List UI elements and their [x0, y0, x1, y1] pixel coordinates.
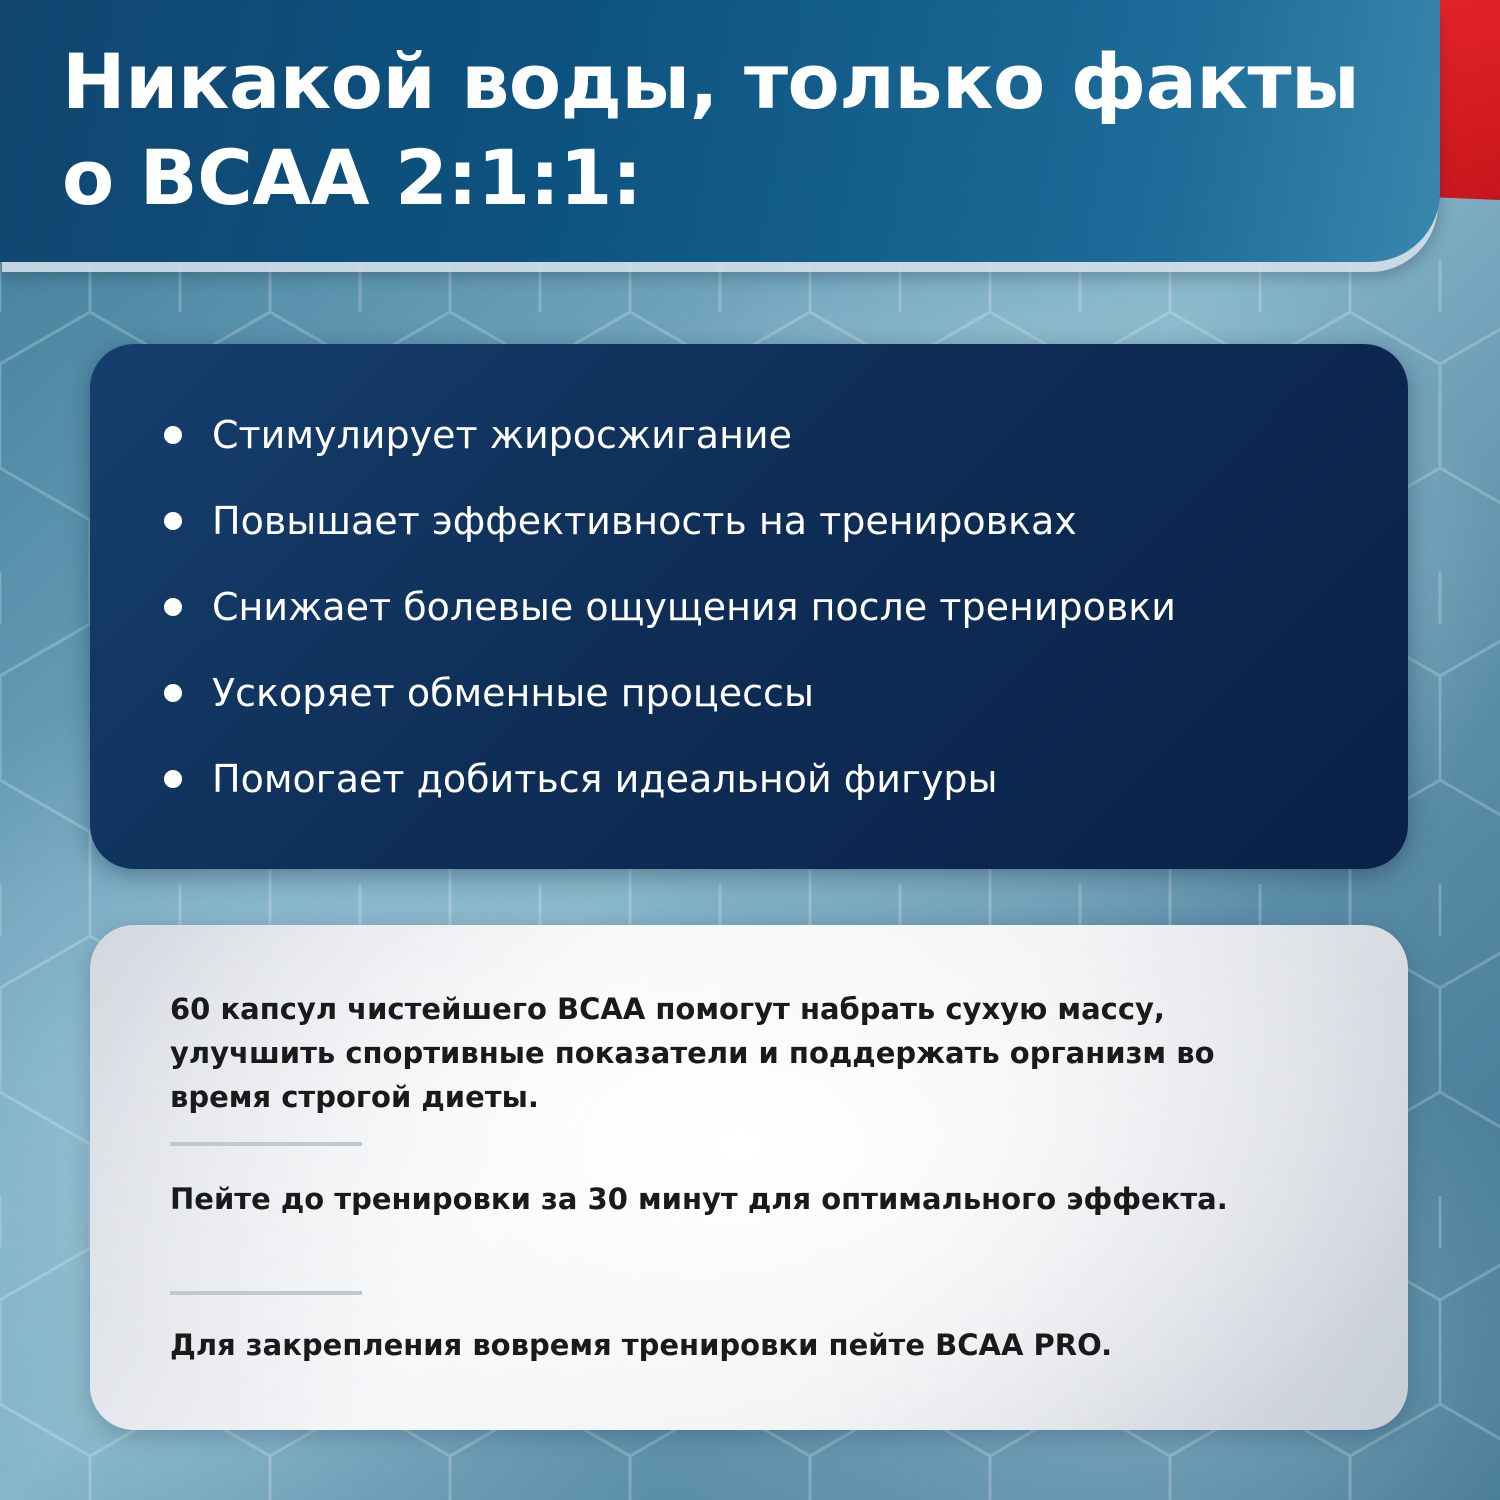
- fact-text: Снижает болевые ощущения после тренировки: [212, 585, 1176, 629]
- bullet-icon: [164, 770, 182, 788]
- bullet-icon: [164, 684, 182, 702]
- fact-text: Помогает добиться идеальной фигуры: [212, 757, 998, 801]
- facts-list: [164, 392, 1384, 822]
- fact-item: [164, 736, 1384, 822]
- bullet-icon: [164, 426, 182, 444]
- info-paragraph-usage: Пейте до тренировки за 30 минут для оптимального эффекта.: [170, 1182, 1228, 1216]
- page-title: Никакой воды, только факты о BCAA 2:1:1:: [62, 37, 1360, 222]
- fact-item: [164, 478, 1384, 564]
- fact-item: [164, 392, 1384, 478]
- bullet-icon: [164, 512, 182, 530]
- divider: [170, 1291, 362, 1295]
- info-paragraph-pro: Для закрепления вовремя тренировки пейте BCAA PRO.: [170, 1328, 1113, 1362]
- fact-item: [164, 564, 1384, 650]
- fact-text: Повышает эффективность на тренировках: [212, 499, 1077, 543]
- fact-text: Стимулирует жиросжигание: [212, 413, 793, 457]
- info-card: [90, 925, 1408, 1430]
- divider: [170, 1142, 362, 1146]
- fact-text: Ускоряет обменные процессы: [212, 671, 814, 715]
- header-banner: [0, 0, 1440, 262]
- bullet-icon: [164, 598, 182, 616]
- facts-card: [90, 344, 1408, 869]
- fact-item: [164, 650, 1384, 736]
- info-paragraph-capsules: 60 капсул чистейшего BCAA помогут набрать сухую массу, улучшить спортивные показатели и поддержать организм во время строгой диеты.: [170, 992, 1215, 1114]
